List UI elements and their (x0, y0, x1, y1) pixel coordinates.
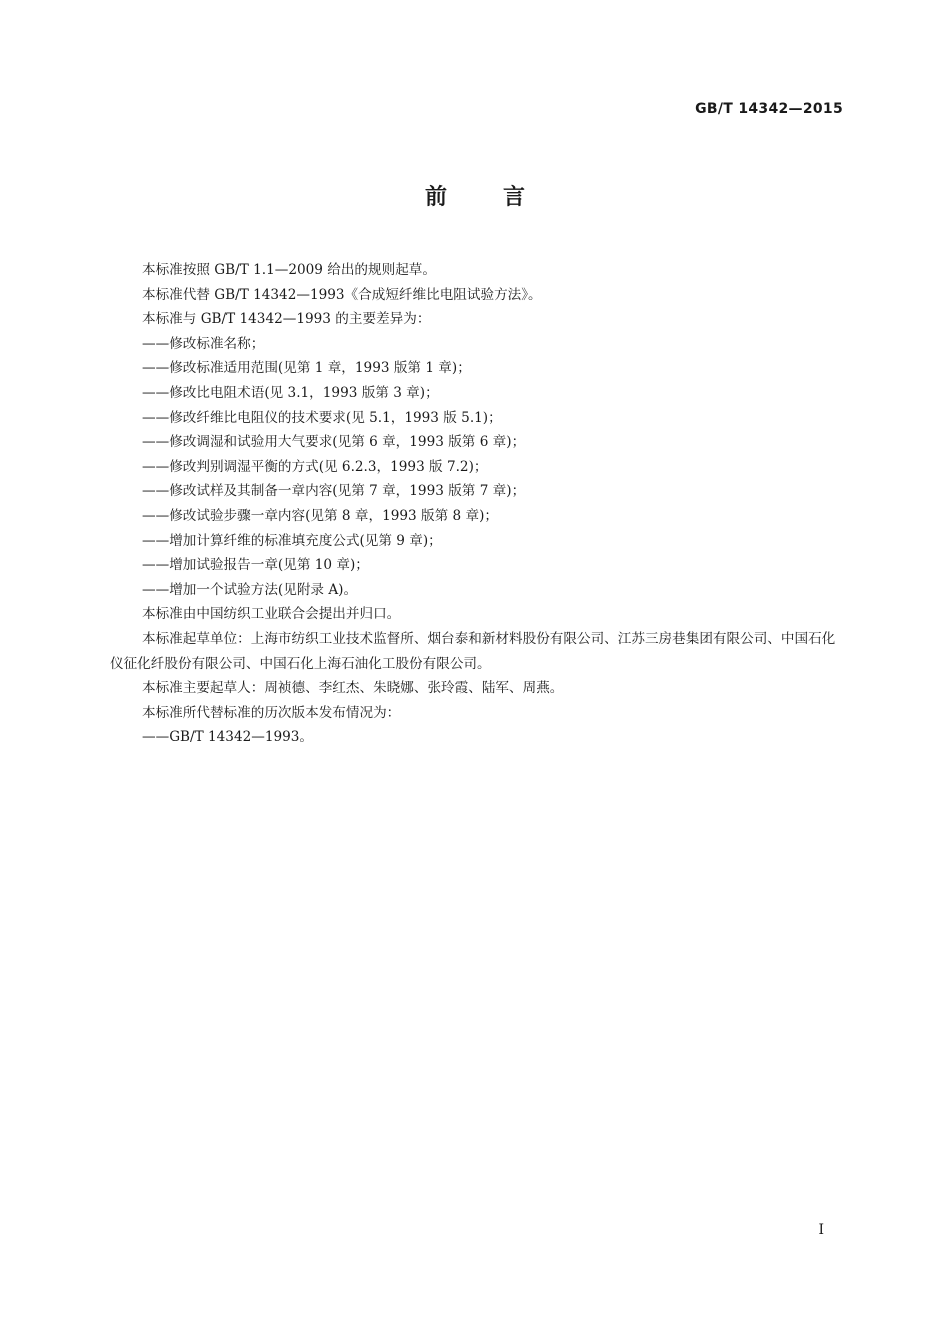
paragraph: 本标准主要起草人：周祯德、李红杰、朱晓娜、张玲霞、陆军、周燕。 (142, 680, 564, 697)
change-item: ——修改比电阻术语(见 3.1，1993 版第 3 章)； (142, 384, 439, 401)
paragraph: 本标准与 GB/T 14342—1993 的主要差异为： (142, 311, 431, 328)
change-item: ——增加计算纤维的标准填充度公式(见第 9 章)； (142, 532, 442, 549)
change-item: ——修改调湿和试验用大气要求(见第 6 章，1993 版第 6 章)； (142, 434, 526, 451)
change-item: ——修改判别调湿平衡的方式(见 6.2.3，1993 版 7.2)； (142, 458, 488, 475)
change-item: ——修改标准适用范围(见第 1 章，1993 版第 1 章)； (142, 360, 471, 377)
standard-code: GB/T 14342—2015 (695, 101, 843, 117)
page-number: I (818, 1222, 824, 1238)
paragraph: 本标准由中国纺织工业联合会提出并归口。 (142, 606, 401, 623)
paragraph: 本标准按照 GB/T 1.1—2009 给出的规则起草。 (142, 262, 436, 278)
change-item: ——增加一个试验方法(见附录 A)。 (142, 581, 358, 598)
change-item: ——修改标准名称； (142, 335, 265, 352)
history-item: ——GB/T 14342—1993。 (142, 729, 314, 746)
change-item: ——修改试验步骤一章内容(见第 8 章，1993 版第 8 章)； (142, 507, 498, 524)
change-item: ——修改纤维比电阻仪的技术要求(见 5.1，1993 版 5.1)； (142, 409, 502, 426)
page-title: 前言 (424, 185, 581, 210)
change-item: ——修改试样及其制备一章内容(见第 7 章，1993 版第 7 章)； (142, 483, 526, 500)
paragraph: 本标准所代替标准的历次版本发布情况为： (142, 704, 401, 721)
change-item: ——增加试验报告一章(见第 10 章)； (142, 557, 369, 574)
document-body (110, 258, 845, 750)
paragraph: 本标准代替 GB/T 14342—1993《合成短纤维比电阻试验方法》。 (142, 286, 542, 303)
paragraph: 本标准起草单位：上海市纺织工业技术监督所、烟台泰和新材料股份有限公司、江苏三房巷集团有限公司、中国石化仪征化纤股份有限公司、中国石化上海石油化工股份有限公司。 (110, 630, 836, 672)
